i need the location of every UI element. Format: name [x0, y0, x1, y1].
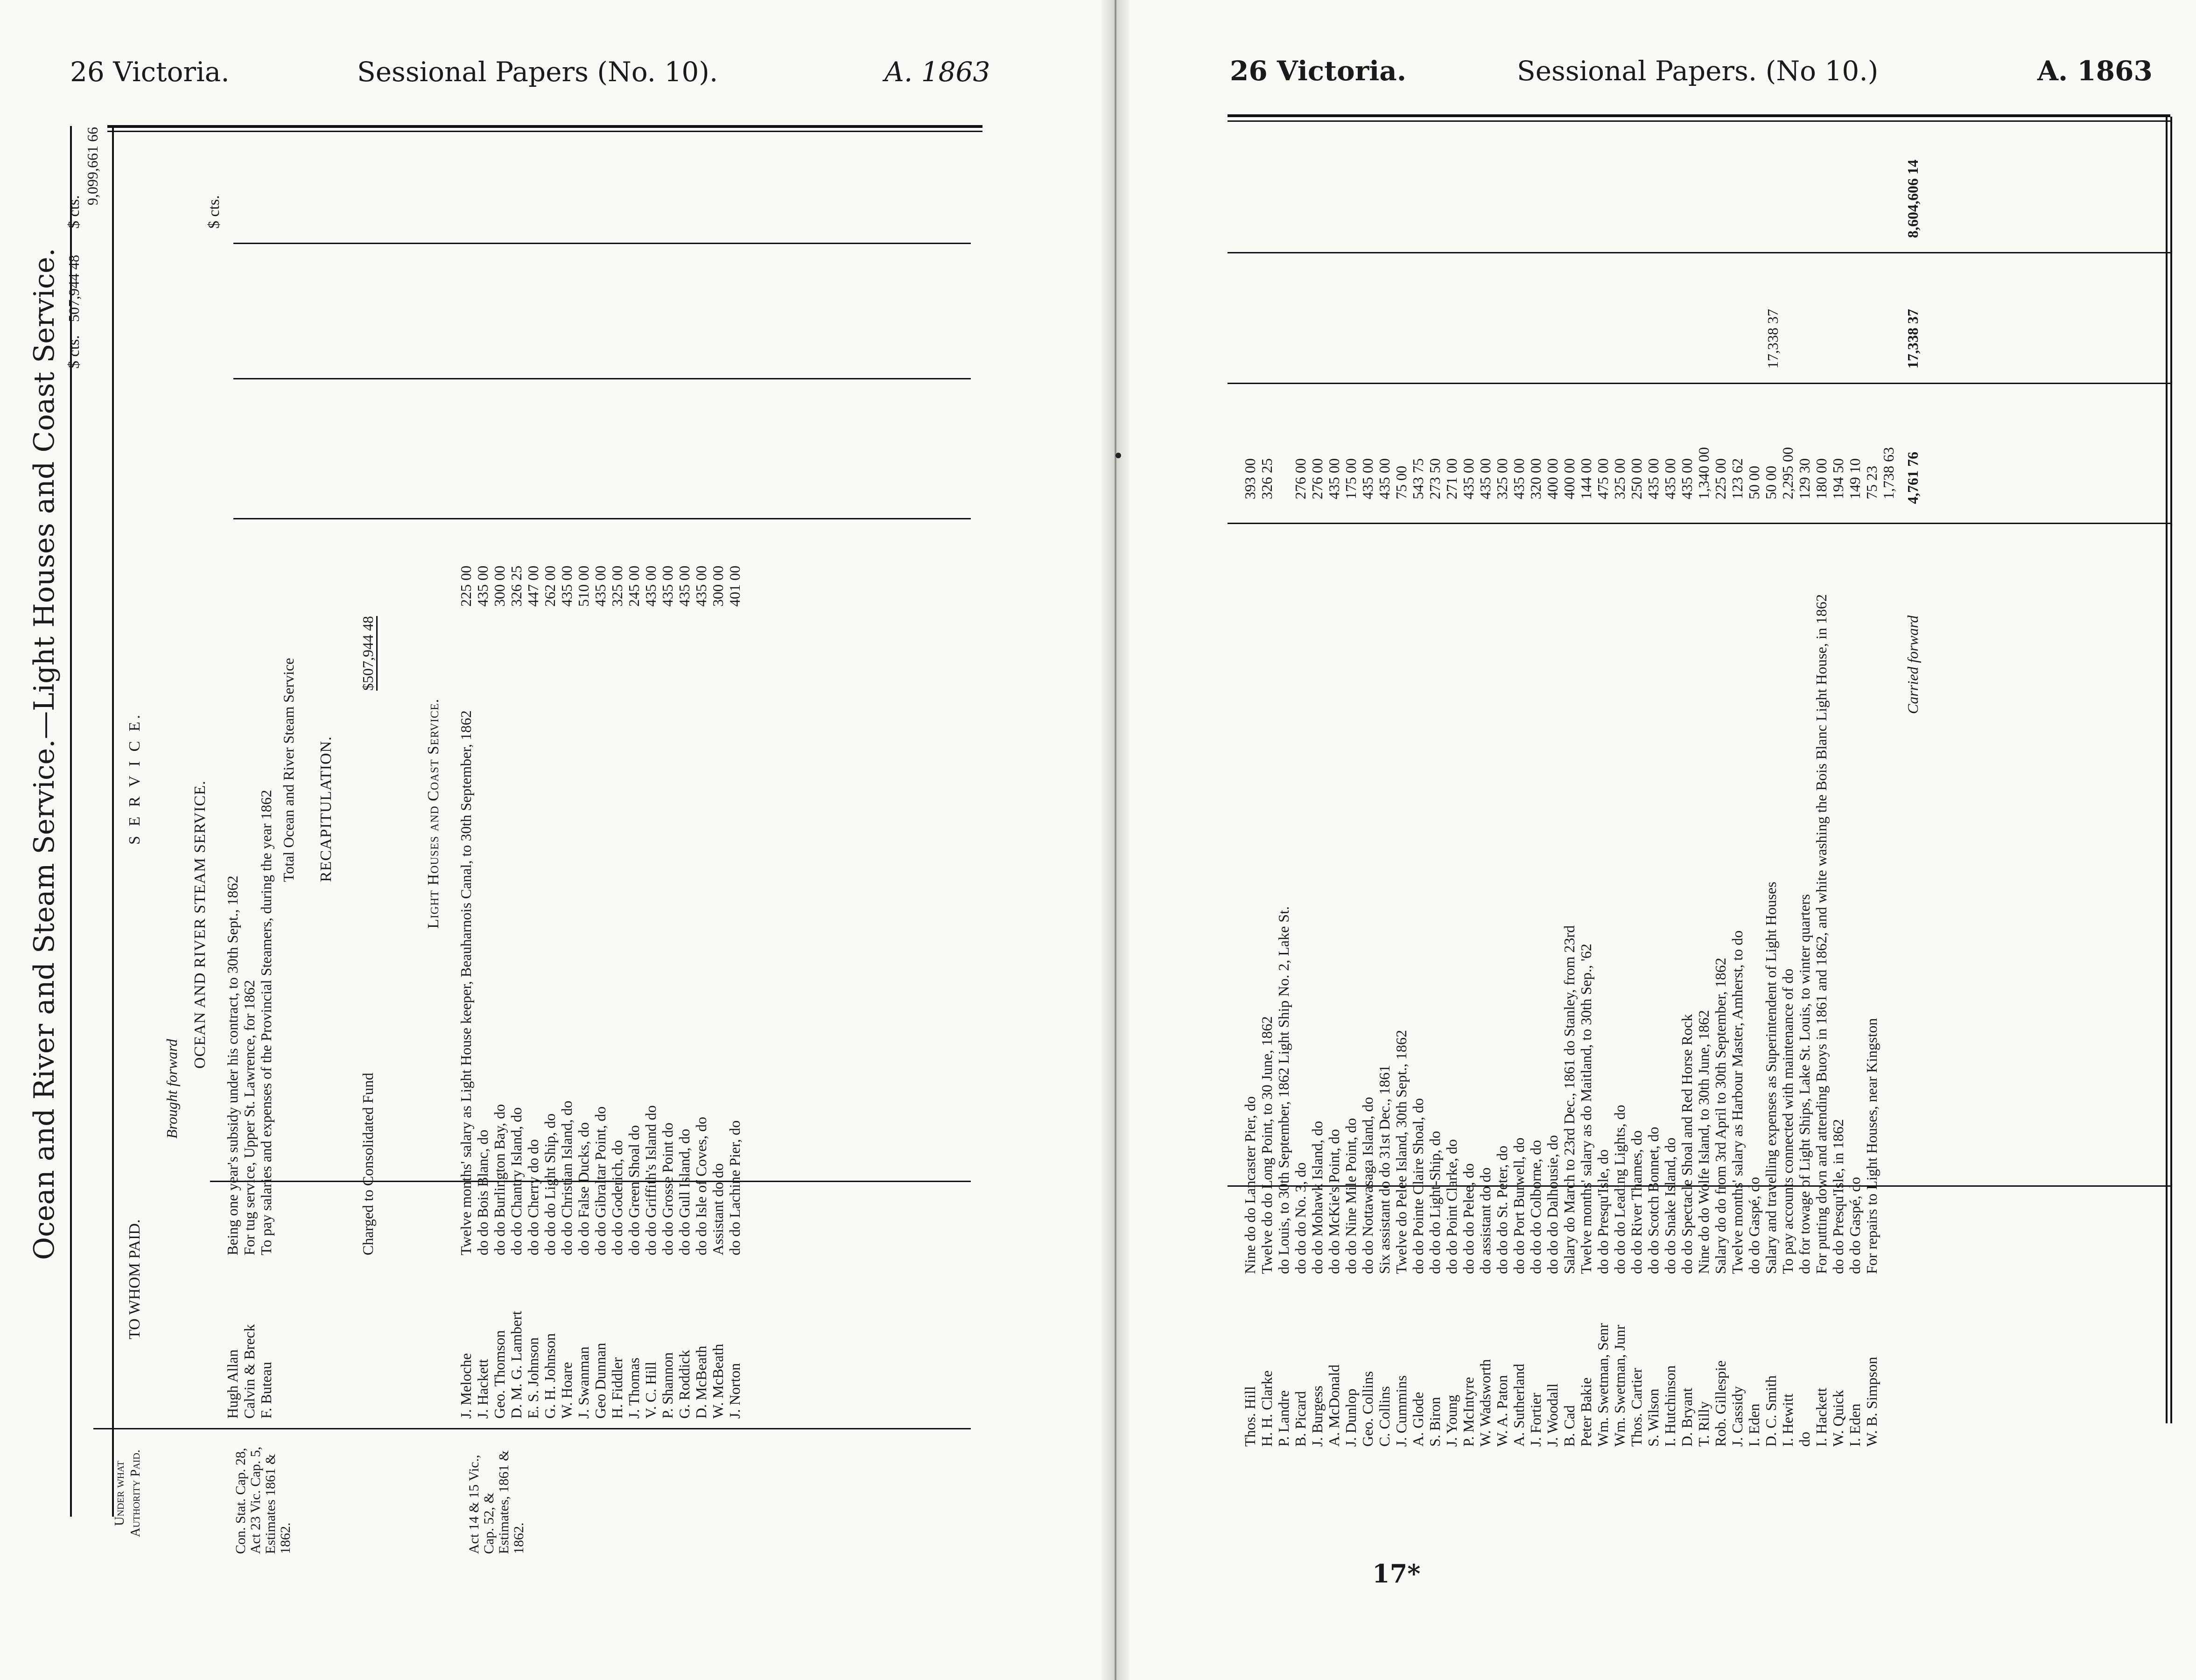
lighthouse-row-payee: J. Norton	[726, 1363, 743, 1419]
right-row-service: do do River Thames, do	[1628, 1130, 1645, 1274]
right-row-payee: W. B. Simpson	[1863, 1357, 1880, 1447]
right-row-amount: 129 30	[1796, 458, 1813, 499]
header-dollars-2: $ cts.	[65, 195, 83, 229]
right-row-payee: C. Collins	[1376, 1386, 1393, 1447]
recap-amount: $507,944 48	[359, 616, 378, 691]
lighthouse-row-service: do do Gibraltar Point, do	[592, 1106, 609, 1255]
lighthouse-row-payee: W. McBeath	[709, 1344, 726, 1419]
right-row-payee: J. Dunlop	[1342, 1388, 1359, 1447]
right-row-service: Nine do do Wolfe Island, to 30th June, 1862	[1695, 1010, 1712, 1274]
left-header-left: 26 Victoria.	[70, 56, 230, 88]
right-row-service: For putting down and attending Buoys in 1861 and 1862, and white washing the Bois Blanc Light House, in 1862	[1813, 594, 1830, 1274]
right-row-amount: 144 00	[1578, 458, 1594, 499]
right-row-payee: Thos. Hill	[1242, 1386, 1258, 1447]
right-row-payee: B. Cad	[1561, 1405, 1578, 1447]
lighthouse-row-service: do do Bois Blanc, do	[474, 1129, 491, 1255]
right-row-service: do do Mohawk Island, do	[1309, 1121, 1326, 1274]
header-service: S E R V I C E.	[126, 712, 143, 845]
right-row-service: do do Scotch Bonnet, do	[1645, 1127, 1662, 1274]
right-row-payee: A. McDonald	[1326, 1365, 1342, 1447]
lighthouse-row-payee: E. S. Johnson	[525, 1337, 541, 1419]
right-row-payee: J. Woodall	[1544, 1383, 1561, 1447]
right-row-service: do do Gaspé, do	[1846, 1177, 1863, 1274]
right-row-amount: 273 50	[1426, 458, 1443, 499]
lighthouse-row-amount: 447 00	[525, 566, 541, 607]
right-row-amount: 325 00	[1494, 458, 1510, 499]
lighthouse-row-amount: 510 00	[575, 566, 592, 607]
right-row-service: do do do Light-Ship, do	[1426, 1131, 1443, 1274]
right-row-amount: 400 00	[1561, 458, 1578, 499]
ocean-row-2-service: For tug service, Upper St. Lawrence, for 1862	[241, 980, 258, 1255]
lighthouse-row-payee: Geo. Thomson	[491, 1330, 508, 1419]
right-header-center: Sessional Papers. (No 10.)	[1517, 55, 1879, 87]
right-row-service: Twelve do do Long Point, to 30 June, 1862	[1258, 1016, 1275, 1274]
ocean-row-1-service: Being one year's subsidy under his contract, to 30th Sept., 1862	[224, 875, 241, 1255]
right-row-payee: W. Quick	[1830, 1390, 1846, 1447]
right-row-amount: 175 00	[1342, 458, 1359, 499]
right-row-payee: I. Hackett	[1813, 1387, 1830, 1447]
right-row-amount: 435 00	[1645, 458, 1662, 499]
right-row-payee: S. Wilson	[1645, 1388, 1662, 1447]
right-row-service: Salary do do from 3rd April to 30th September, 1862	[1712, 958, 1729, 1274]
right-row-service: Salary and travelling expenses as Superintendent of Light Houses	[1762, 882, 1779, 1274]
lighthouse-row-payee: V. C. Hill	[642, 1361, 659, 1419]
right-row-amount: 435 00	[1460, 458, 1477, 499]
right-row-service: do do do St. Peter, do	[1494, 1145, 1510, 1274]
right-row-payee: I. Eden	[1746, 1403, 1762, 1447]
ocean-row-1-payee: Hugh Allan	[224, 1349, 241, 1419]
page-number: 17*	[1372, 1559, 1421, 1589]
right-row-payee: J. Young	[1443, 1394, 1460, 1447]
lighthouse-row-service: do do Lachine Pier, do	[726, 1120, 743, 1255]
right-row-amount: 276 00	[1292, 458, 1309, 499]
right-row-amount: 435 00	[1510, 458, 1527, 499]
right-row-amount: 435 00	[1477, 458, 1494, 499]
right-row-service: do Louis, to 30th September, 1862 Light Ship No. 2, Lake St.	[1275, 906, 1292, 1274]
lighthouse-row-amount: 225 00	[457, 566, 474, 607]
ocean-section-title: OCEAN AND RIVER STEAM SERVICE.	[191, 780, 209, 1069]
header-to-whom: TO WHOM PAID.	[126, 1219, 143, 1339]
right-row-payee: P. Landre	[1275, 1390, 1292, 1447]
lighthouse-row-payee: Geo Dunnan	[592, 1343, 609, 1419]
right-row-payee: Geo. Collins	[1359, 1371, 1376, 1447]
right-row-amount: 1,340 00	[1695, 447, 1712, 499]
lighthouse-row-service: do do Cherry do do	[525, 1139, 541, 1255]
lighthouse-row-payee: J. Meloche	[457, 1353, 474, 1419]
right-row-amount: 2,295 00	[1779, 447, 1796, 499]
right-row-amount: 50 00	[1762, 466, 1779, 499]
right-bottom-line	[2166, 117, 2168, 1423]
right-row-payee: W. A. Paton	[1494, 1375, 1510, 1447]
lighthouse-row-payee: D. McBeath	[693, 1345, 709, 1419]
right-bottom-line-2	[2170, 117, 2172, 1423]
right-row-service: For repairs to Light Houses, near Kingston	[1863, 1018, 1880, 1274]
right-row-amount: 543 75	[1410, 458, 1426, 499]
right-row-service: do for towage of Light Ships, Lake St. Louis, to winter quarters	[1796, 894, 1813, 1274]
right-row-service: do do Point Clarke, do	[1443, 1139, 1460, 1274]
lighthouse-row-service: do do Isle of Coves, do	[693, 1117, 709, 1255]
right-top-rule	[1228, 114, 2170, 117]
right-row-service: do do do Leading Lights, do	[1611, 1105, 1628, 1274]
right-row-service: do do do Pelee, do	[1460, 1163, 1477, 1274]
right-row-service: do do Spectacle Shoal and Red Horse Rock	[1678, 1014, 1695, 1274]
right-row-amount: 1,738 63	[1880, 447, 1897, 499]
right-row-service: Nine do do Lancaster Pier, do	[1242, 1096, 1258, 1274]
right-row-amount: 400 00	[1544, 458, 1561, 499]
lighthouse-row-service: do do Chantry Island, do	[508, 1107, 525, 1255]
right-row-service: do do Nottawasaga Island, do	[1359, 1097, 1376, 1274]
right-table	[1232, 121, 2161, 1451]
right-row-amount: 250 00	[1628, 458, 1645, 499]
lighthouse-row-amount: 435 00	[592, 566, 609, 607]
lighthouse-section-title: Light Houses and Coast Service.	[425, 698, 442, 929]
lighthouse-row-service: do do Goderich, do	[609, 1140, 625, 1255]
right-row-service: do assistant do do	[1477, 1167, 1494, 1274]
lighthouse-row-service: do do do Light Ship, do	[541, 1113, 558, 1255]
lighthouse-row-amount: 435 00	[659, 566, 676, 607]
right-row-service: Twelve months' salary as Harbour Master, Amherst, to do	[1729, 930, 1746, 1274]
lighthouse-row-amount: 435 00	[676, 566, 693, 607]
header-authority: Under what Authority Paid.	[112, 1449, 143, 1537]
right-row-service: do do do Dalhousie, do	[1544, 1135, 1561, 1274]
right-row-amount: 393 00	[1242, 458, 1258, 499]
lighthouse-row-payee: P. Shannon	[659, 1352, 676, 1419]
right-row-amount: 271 00	[1443, 458, 1460, 499]
right-row-amount: 320 00	[1527, 458, 1544, 499]
right-row-payee: Peter Bakie	[1578, 1377, 1594, 1447]
right-row-service: Salary do March to 23rd Dec., 1861 do Stanley, from 23rd	[1561, 925, 1578, 1274]
right-row-service: do do do Colborne, do	[1527, 1140, 1544, 1274]
brought-forward-label: Brought forward	[163, 1039, 180, 1139]
lighthouse-row-service: Twelve months' salary as Light House keeper, Beauharnois Canal, to 30th September, 1862	[457, 710, 474, 1255]
right-row-service: Six assistant do do 31st Dec., 1861	[1376, 1065, 1393, 1274]
lighthouse-row-payee: D. M. G. Lambert	[508, 1310, 525, 1419]
right-row-service: do do Presqu'Isle, in 1862	[1830, 1119, 1846, 1274]
right-row-amount: 435 00	[1678, 458, 1695, 499]
right-row-amount: 194 50	[1830, 458, 1846, 499]
right-row-payee: I. Hewitt	[1779, 1393, 1796, 1447]
lighthouse-row-amount: 326 25	[508, 566, 525, 607]
lighthouse-row-amount: 325 00	[609, 566, 625, 607]
lighthouse-row-payee: W. Hoare	[558, 1362, 575, 1419]
right-row-amount: 50 00	[1746, 466, 1762, 499]
right-row-amount: 325 00	[1611, 458, 1628, 499]
right-row-payee: B. Picard	[1292, 1391, 1309, 1447]
right-row-payee: J. Cassidy	[1729, 1386, 1746, 1447]
lighthouse-row-amount: 300 00	[491, 566, 508, 607]
right-row-service: To pay accounts connected with maintenance of do	[1779, 968, 1796, 1274]
lighthouse-row-amount: 300 00	[709, 566, 726, 607]
right-row-service: Twelve do Pelee Island, 30th Sept., 1862	[1393, 1030, 1410, 1274]
lighthouse-row-payee: G. H. Johnson	[541, 1333, 558, 1419]
recap-label: Charged to Consolidated Fund	[359, 1072, 376, 1255]
right-row-payee: J. Burgess	[1309, 1386, 1326, 1447]
side-title: Ocean and River and Steam Service.—Light Houses and Coast Service.	[28, 248, 61, 1260]
right-row-amount: 435 00	[1326, 458, 1342, 499]
ocean-total-amount: 507,944 48	[65, 255, 82, 322]
right-row-payee: P. McIntyre	[1460, 1377, 1477, 1447]
right-row-amount: 123 62	[1729, 458, 1746, 499]
right-row-payee: T. Rilly	[1695, 1401, 1712, 1447]
lighthouse-authority: Act 14 & 15 Vic., Cap. 52, & Estimates, 1861 & 1862.	[466, 1450, 526, 1554]
carried-forward-col2: 17,338 37	[1904, 309, 1921, 369]
lighthouse-row-amount: 262 00	[541, 566, 558, 607]
ocean-total-label: Total Ocean and River Steam Service	[280, 658, 297, 882]
ocean-row-3-service: To pay salaries and expenses of the Provincial Steamers, during the year 1862	[258, 790, 274, 1255]
carried-forward-label: Carried forward	[1904, 615, 1921, 714]
right-page	[1111, 0, 2196, 1680]
right-row-amount: 225 00	[1712, 458, 1729, 499]
left-table	[65, 112, 975, 1559]
lighthouse-row-payee: J. Hackett	[474, 1359, 491, 1419]
right-row-payee: I. Eden	[1846, 1403, 1863, 1447]
lighthouse-row-service: do do False Ducks, do	[575, 1122, 592, 1255]
right-row-service: do do Presqu'Isle, do	[1594, 1149, 1611, 1274]
right-header-left: 26 Victoria.	[1230, 55, 1407, 87]
lighthouse-row-service: do do Gull Island, do	[676, 1128, 693, 1255]
right-row-payee: do	[1796, 1432, 1813, 1447]
right-row-payee: A. Sutherland	[1510, 1364, 1527, 1447]
right-row-amount: 75 23	[1863, 466, 1880, 499]
lighthouse-row-amount: 435 00	[558, 566, 575, 607]
right-row-amount: 75 00	[1393, 466, 1410, 499]
carried-forward-col3: 8,604,606 14	[1904, 160, 1921, 238]
carried-forward-col1: 4,761 76	[1904, 452, 1921, 504]
lighthouse-row-amount: 435 00	[474, 566, 491, 607]
lighthouse-row-payee: J. Swanman	[575, 1346, 592, 1419]
header-dollars-1: $ cts.	[65, 335, 83, 369]
right-row-payee: I. Hutchinson	[1662, 1365, 1678, 1447]
right-row-payee: D. Bryant	[1678, 1387, 1695, 1447]
left-header-right: A. 1863	[884, 56, 990, 88]
right-row-service: do do Pointe Claire Shoal, do	[1410, 1098, 1426, 1274]
right-row-service: do do do No. 3, do	[1292, 1162, 1309, 1274]
ocean-row-2-payee: Calvin & Breck	[241, 1324, 258, 1419]
right-row-amount: 435 00	[1359, 458, 1376, 499]
lighthouse-row-payee: H. Fiddler	[609, 1357, 625, 1419]
right-row-payee: J. Fortier	[1527, 1393, 1544, 1447]
right-row-service: do do Gaspé, do	[1746, 1177, 1762, 1274]
right-row-service: do do McKie's Point, do	[1326, 1129, 1342, 1274]
right-row-payee: Wm. Swetman, Junr	[1611, 1324, 1628, 1447]
right-row-service: do do Port Burwell, do	[1510, 1137, 1527, 1274]
right-row-amount: 180 00	[1813, 458, 1830, 499]
recap-title: RECAPITULATION.	[317, 736, 335, 882]
brought-forward-amount: 9,099,661 66	[84, 127, 101, 205]
right-row-payee: D. C. Smith	[1762, 1375, 1779, 1447]
left-header-center: Sessional Papers (No. 10).	[357, 56, 718, 88]
lighthouse-row-amount: 435 00	[693, 566, 709, 607]
right-row-payee: S. Biron	[1426, 1397, 1443, 1447]
right-row-service: do do Nine Mile Point, do	[1342, 1118, 1359, 1274]
right-row-amount: 326 25	[1258, 458, 1275, 499]
lighthouse-row-amount: 401 00	[726, 566, 743, 607]
lighthouse-row-service: do do Burlington Bay, do	[491, 1104, 508, 1255]
lighthouse-row-service: do do Green Shoal do	[625, 1125, 642, 1255]
lighthouse-row-service: Assistant do do	[709, 1163, 726, 1255]
right-row-payee: J. Cummins	[1393, 1375, 1410, 1447]
subtotal-amount: 17,338 37	[1764, 309, 1781, 369]
right-row-amount: 435 00	[1376, 458, 1393, 499]
left-frame-line	[70, 126, 72, 1517]
lighthouse-row-payee: G. Roddick	[676, 1350, 693, 1419]
lighthouse-row-amount: 245 00	[625, 566, 642, 607]
right-row-service: do do Snake Island, do	[1662, 1137, 1678, 1274]
right-row-payee: Thos. Cartier	[1628, 1368, 1645, 1447]
right-header-right: A. 1863	[2037, 55, 2153, 87]
right-row-service: Twelve months' salary as do Maitland, to 30th Sep., '62	[1578, 944, 1594, 1274]
lighthouse-row-service: do do Griffith's Island do	[642, 1105, 659, 1255]
header-dollars-3: $ cts.	[205, 195, 223, 229]
right-row-amount: 475 00	[1594, 458, 1611, 499]
right-row-amount: 435 00	[1662, 458, 1678, 499]
lighthouse-row-payee: J. Thomas	[625, 1358, 642, 1419]
lighthouse-row-service: do do Christian Island, do	[558, 1100, 575, 1255]
lighthouse-row-service: do do Grosse Point do	[659, 1122, 676, 1255]
right-row-payee: Wm. Swetman, Senr	[1594, 1323, 1611, 1447]
ocean-authority: Con. Stat. Cap. 28, Act 23 Vic. Cap. 5, Estimates 1861 & 1862.	[233, 1446, 293, 1554]
right-row-amount: 149 10	[1846, 458, 1863, 499]
right-row-amount: 276 00	[1309, 458, 1326, 499]
right-row-payee: A. Glode	[1410, 1392, 1426, 1447]
lighthouse-row-amount: 435 00	[642, 566, 659, 607]
ocean-row-3-payee: F. Buteau	[258, 1362, 274, 1419]
right-row-payee: Rob. Gillespie	[1712, 1360, 1729, 1447]
margin-mark	[1116, 453, 1121, 458]
right-row-payee: W. Wadsworth	[1477, 1359, 1494, 1447]
right-row-payee: H. H. Clarke	[1258, 1370, 1275, 1447]
